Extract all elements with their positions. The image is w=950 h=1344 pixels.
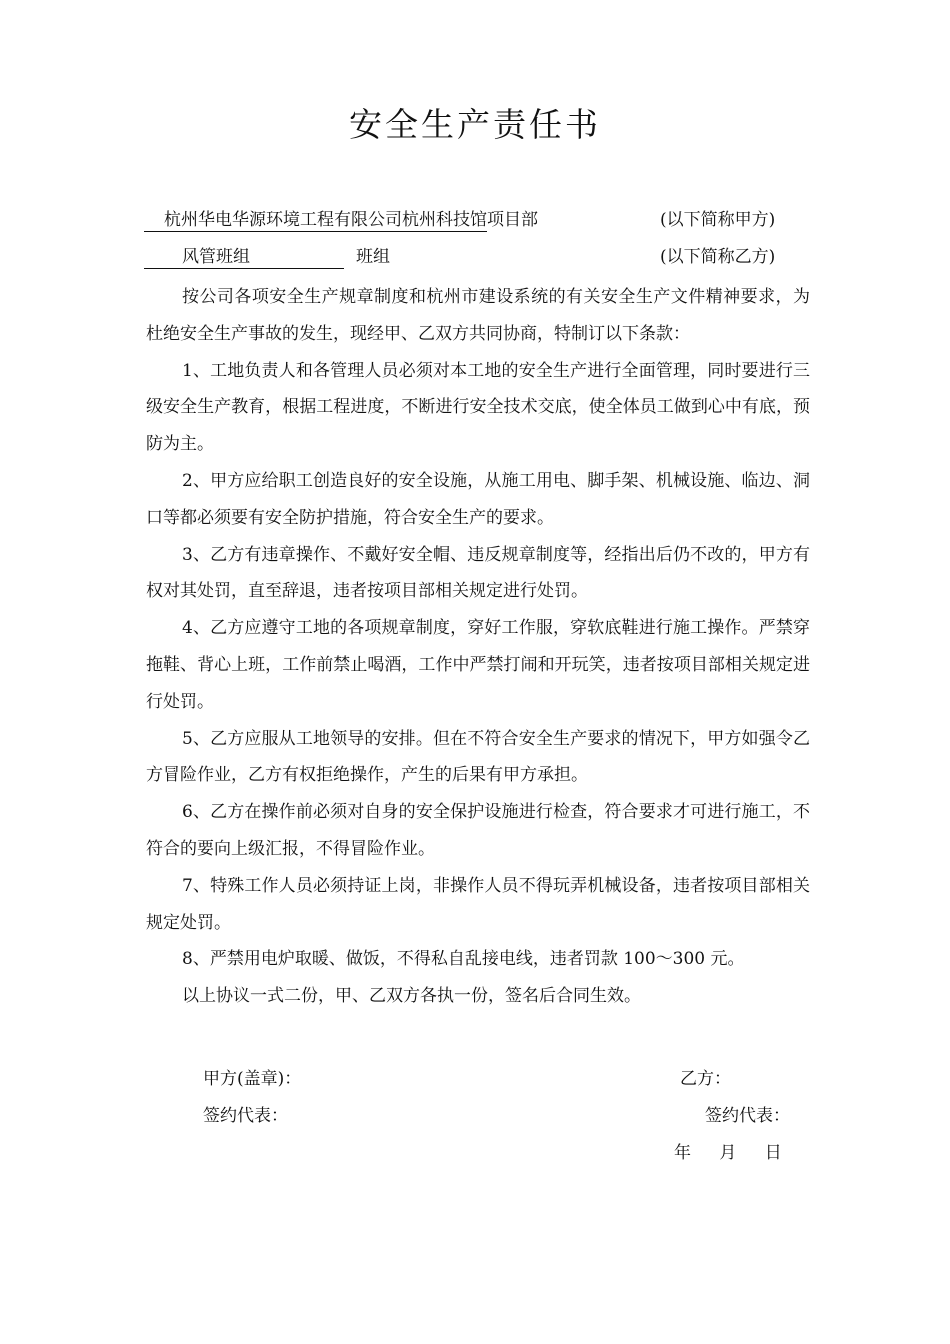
party-a-representative-label: 签约代表： xyxy=(203,1106,288,1126)
party-b-representative-label: 签约代表： xyxy=(705,1106,790,1126)
clause-8: 8、严禁用电炉取暖、做饭，不得私自乱接电线，违者罚款 100～300 元。 xyxy=(182,949,745,970)
party-a-name: 杭州华电华源环境工程有限公司杭州科技馆 xyxy=(144,209,487,232)
clause-6: 6、乙方在操作前必须对自身的安全保护设施进行检查，符合要求才可进行施工，不符合的要向上级汇报，不得冒险作业。 xyxy=(146,802,810,859)
party-b-note: (以下简称乙方) xyxy=(660,247,776,267)
clause-7: 7、特殊工作人员必须持证上岗，非操作人员不得玩弄机械设备，违者按项目部相关规定处罚。 xyxy=(146,875,810,933)
clause-5: 5、乙方应服从工地领导的安排。但在不符合安全生产要求的情况下，甲方如强令乙方冒险作业，乙方有权拒绝操作，产生的后果有甲方承担。 xyxy=(146,728,810,786)
party-b-suffix: 班组 xyxy=(356,247,390,267)
clause-2: 2、甲方应给职工创造良好的安全设施，从施工用电、脚手架、机械设施、临边、洞口等都必须要有安全防护措施，符合安全生产的要求。 xyxy=(146,470,810,528)
intro-paragraph: 按公司各项安全生产规章制度和杭州市建设系统的有关安全生产文件精神要求，为杜绝安全生产事故的发生，现经甲、乙双方共同协商，特制订以下条款： xyxy=(146,287,810,344)
agreement-body xyxy=(146,279,810,1015)
party-b-label: 乙方： xyxy=(680,1069,731,1089)
clause-4: 4、乙方应遵守工地的各项规章制度，穿好工作服，穿软底鞋进行施工操作。严禁穿拖鞋、背心上班，工作前禁止喝酒，工作中严禁打闹和开玩笑，违者按项目部相关规定进行处罚。 xyxy=(146,618,810,712)
party-a-seal-label: 甲方(盖章)： xyxy=(203,1069,302,1089)
party-b-name: 风管班组 xyxy=(144,246,344,269)
closing-paragraph: 以上协议一式二份，甲、乙双方各执一份，签名后合同生效。 xyxy=(182,986,641,1007)
party-b-line xyxy=(144,245,390,269)
party-a-suffix: 项目部 xyxy=(487,210,538,230)
document-title: 安全生产责任书 xyxy=(349,105,601,144)
party-a-note: (以下简称甲方) xyxy=(660,210,776,230)
signing-date: 年 月 日 xyxy=(674,1143,784,1163)
party-a-line xyxy=(144,208,538,232)
clause-3: 3、乙方有违章操作、不戴好安全帽、违反规章制度等，经指出后仍不改的，甲方有权对其处罚，直至辞退，违者按项目部相关规定进行处罚。 xyxy=(146,544,810,602)
clause-1: 1、工地负责人和各管理人员必须对本工地的安全生产进行全面管理，同时要进行三级安全生产教育，根据工程进度，不断进行安全技术交底，使全体员工做到心中有底，预防为主。 xyxy=(146,360,810,455)
